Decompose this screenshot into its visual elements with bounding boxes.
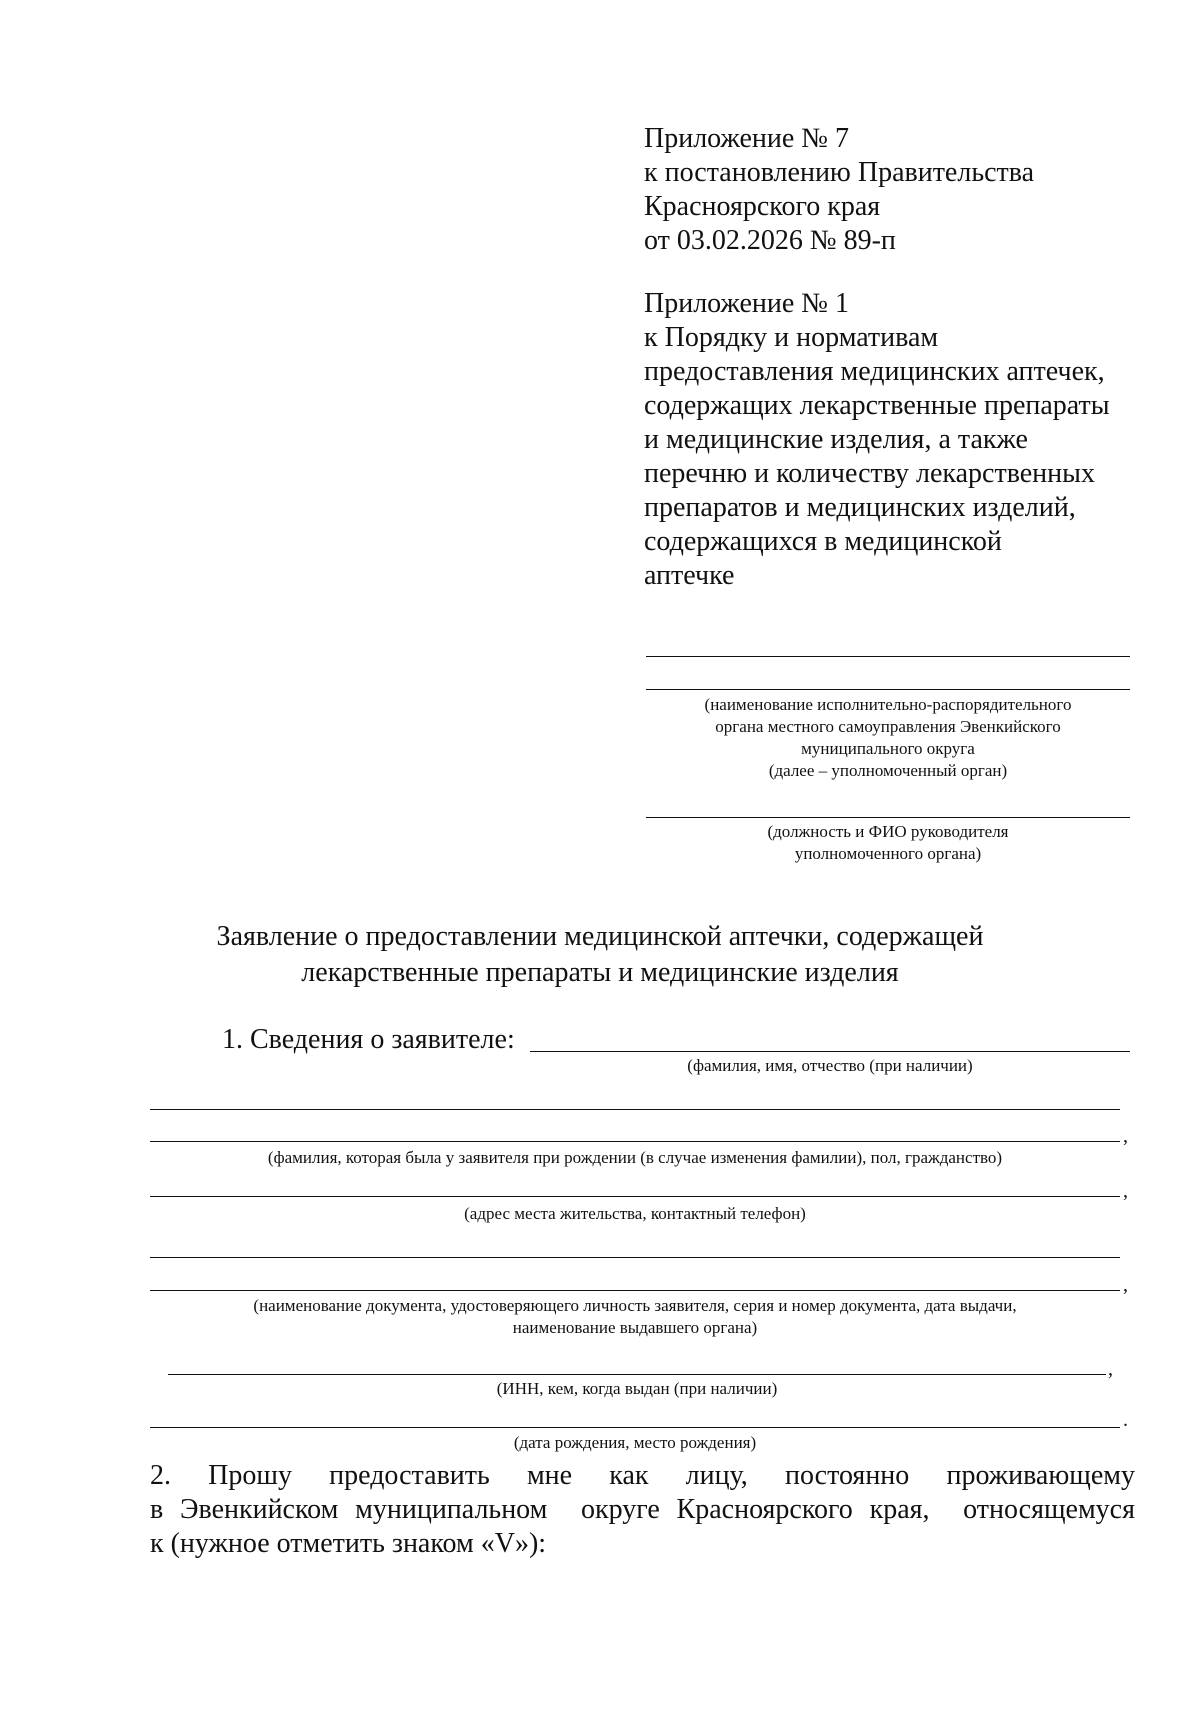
organ-name-line-2[interactable]	[646, 689, 1130, 690]
section-2-line: в Эвенкийском муниципальном округе Красноярского края, относящемуся	[150, 1494, 1135, 1525]
title-line: Заявление о предоставлении медицинской аптечки, содержащей	[216, 921, 984, 952]
appendix-7-line: Красноярского края	[644, 191, 881, 222]
id-doc-line-1[interactable]	[150, 1257, 1120, 1258]
appendix-1-line: и медицинские изделия, а также	[644, 424, 1028, 455]
inn-line[interactable]	[168, 1374, 1106, 1375]
organ-caption-line: (наименование исполнительно-распорядительного	[704, 695, 1072, 714]
id-doc-caption	[150, 1295, 1120, 1339]
organ-caption-line: муниципального округа	[801, 739, 975, 758]
appendix-1-line: перечню и количеству лекарственных	[644, 458, 1095, 489]
head-caption-line: (должность и ФИО руководителя	[767, 822, 1009, 841]
organ-name-line-1[interactable]	[646, 656, 1130, 657]
section-2-line: 2. Прошу предоставить мне как лицу, постоянно проживающему	[150, 1460, 1135, 1491]
id-doc-line-2[interactable]	[150, 1290, 1120, 1291]
inn-caption: (ИНН, кем, когда выдан (при наличии)	[496, 1379, 778, 1398]
head-name-line[interactable]	[646, 817, 1130, 818]
organ-caption-line: органа местного самоуправления Эвенкийского	[715, 717, 1061, 736]
appendix-1-line: препаратов и медицинских изделий,	[644, 492, 1076, 523]
address-comma: ,	[1123, 1180, 1128, 1202]
birth-surname-comma: ,	[1123, 1125, 1128, 1147]
organ-caption-line: (далее – уполномоченный орган)	[768, 761, 1008, 780]
birth-surname-caption: (фамилия, которая была у заявителя при рождении (в случае изменения фамилии), пол, гражданство)	[267, 1148, 1003, 1167]
birth-surname-line-1[interactable]	[150, 1109, 1120, 1110]
address-line[interactable]	[150, 1196, 1120, 1197]
appendix-1-header	[644, 287, 1110, 593]
appendix-7-header	[644, 122, 1034, 258]
document-title	[0, 919, 1200, 991]
section-1-heading: 1. Сведения о заявителе:	[222, 1024, 515, 1055]
organ-caption	[646, 694, 1130, 782]
appendix-7-line: от 03.02.2026 № 89-п	[644, 225, 896, 256]
id-doc-comma: ,	[1123, 1274, 1128, 1296]
birth-surname-line-2[interactable]	[150, 1141, 1120, 1142]
head-caption	[646, 821, 1130, 865]
appendix-1-line: аптечке	[644, 560, 735, 591]
address-caption: (адрес места жительства, контактный телефон)	[464, 1204, 806, 1223]
appendix-1-line: предоставления медицинских аптечек,	[644, 356, 1105, 387]
birth-line[interactable]	[150, 1427, 1120, 1428]
section-2-text	[150, 1459, 1135, 1561]
appendix-7-line: Приложение № 7	[644, 123, 849, 154]
appendix-1-line: содержащихся в медицинской	[644, 526, 1002, 557]
appendix-1-line: Приложение № 1	[644, 288, 849, 319]
inn-comma: ,	[1108, 1358, 1113, 1380]
appendix-1-line: содержащих лекарственные препараты	[644, 390, 1110, 421]
birth-caption: (дата рождения, место рождения)	[513, 1433, 757, 1452]
id-doc-caption-line: наименование выдавшего органа)	[512, 1318, 758, 1337]
fio-caption: (фамилия, имя, отчество (при наличии)	[687, 1056, 973, 1075]
title-line: лекарственные препараты и медицинские изделия	[301, 957, 899, 988]
fio-input-line[interactable]	[530, 1051, 1130, 1052]
id-doc-caption-line: (наименование документа, удостоверяющего личность заявителя, серия и номер документа, дата выдачи,	[253, 1296, 1017, 1315]
section-2-line: к (нужное отметить знаком «V»):	[150, 1528, 547, 1559]
appendix-1-line: к Порядку и нормативам	[644, 322, 939, 353]
appendix-7-line: к постановлению Правительства	[644, 157, 1035, 188]
head-caption-line: уполномоченного органа)	[794, 844, 982, 863]
birth-period: .	[1123, 1409, 1128, 1431]
